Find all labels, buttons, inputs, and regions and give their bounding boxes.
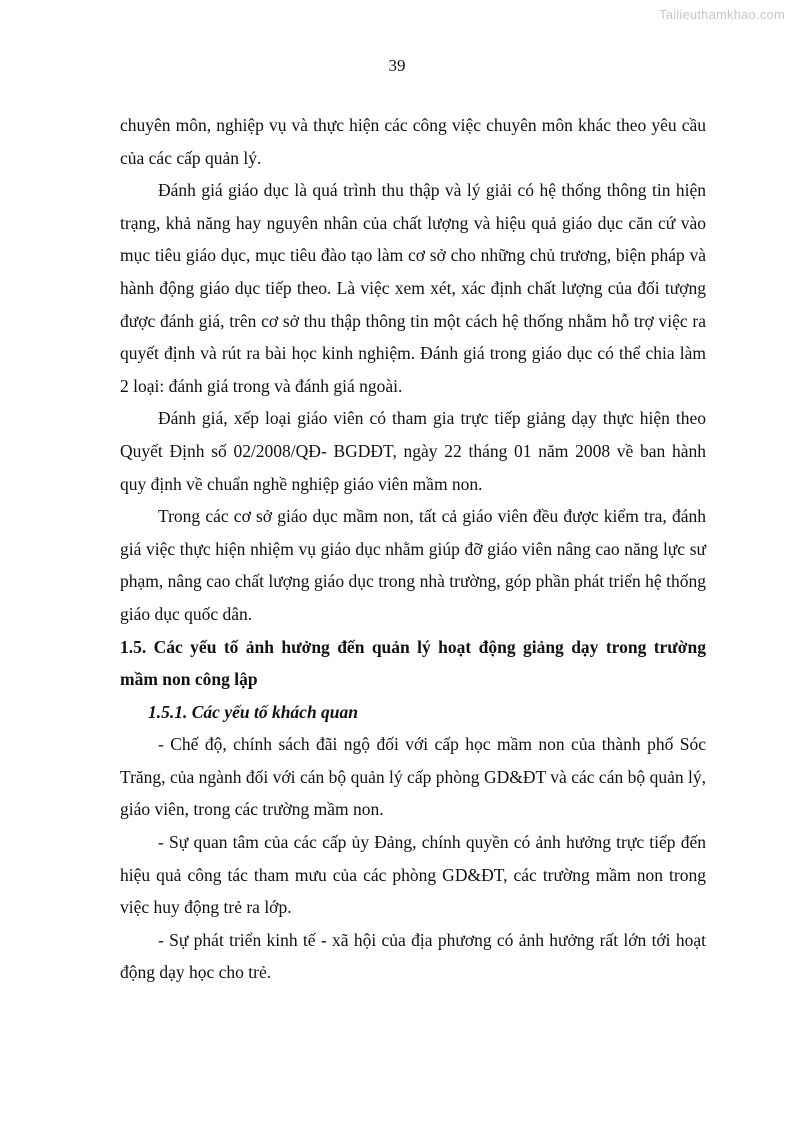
paragraph-continuation: chuyên môn, nghiệp vụ và thực hiện các công việc chuyên môn khác theo yêu cầu của các cấp quản lý. <box>120 115 706 168</box>
bullet-paragraph: - Chế độ, chính sách đãi ngộ đối với cấp học mầm non của thành phố Sóc Trăng, của ngành đối với cán bộ quản lý cấp phòng GD&ĐT và các cán bộ quản lý, giáo viên, trong các trường mầm non. <box>120 734 706 820</box>
page-number: 39 <box>388 56 406 75</box>
bullet-paragraph: - Sự phát triển kinh tế - xã hội của địa phương có ảnh hưởng rất lớn tới hoạt động dạy học cho trẻ. <box>120 929 706 983</box>
paragraph: Trong các cơ sở giáo dục mầm non, tất cả giáo viên đều được kiểm tra, đánh giá việc thực hiện nhiệm vụ giáo dục nhằm giúp đỡ giáo viên nâng cao năng lực sư phạm, nâng cao chất lượng giáo dục trong nhà trường, góp phần phát triển hệ thống giáo dục quốc dân. <box>120 506 706 624</box>
paragraph: Đánh giá, xếp loại giáo viên có tham gia trực tiếp giảng dạy thực hiện theo Quyết Định số 02/2008/QĐ- BGDĐT, ngày 22 tháng 01 năm 2008 về ban hành quy định về chuẩn nghề nghiệp giáo viên mầm non. <box>120 408 706 494</box>
watermark: Tailieuthamkhao.com <box>659 7 785 22</box>
section-heading: 1.5. Các yếu tố ảnh hưởng đến quản lý hoạt động giảng dạy trong trường mầm non công lập <box>120 636 706 690</box>
document-body <box>120 109 706 989</box>
paragraph: Đánh giá giáo dục là quá trình thu thập và lý giải có hệ thống thông tin hiện trạng, khả năng hay nguyên nhân của chất lượng và hiệu quả giáo dục căn cứ vào mục tiêu giáo dục, mục tiêu đào tạo làm cơ sở cho những chủ trương, biện pháp và hành động giáo dục tiếp theo. Là việc xem xét, xác định chất lượng của đối tượng được đánh giá, trên cơ sở thu thập thông tin một cách hệ thống nhằm hỗ trợ việc ra quyết định và rút ra bài học kinh nghiệm. Đánh giá trong giáo dục có thể chia làm 2 loại: đánh giá trong và đánh giá ngoài. <box>120 180 706 396</box>
subsection-heading: 1.5.1. Các yếu tố khách quan <box>148 701 359 722</box>
bullet-paragraph: - Sự quan tâm của các cấp ủy Đảng, chính quyền có ảnh hưởng trực tiếp đến hiệu quả công tác tham mưu của các phòng GD&ĐT, các trường mầm non trong việc huy động trẻ ra lớp. <box>120 832 706 918</box>
